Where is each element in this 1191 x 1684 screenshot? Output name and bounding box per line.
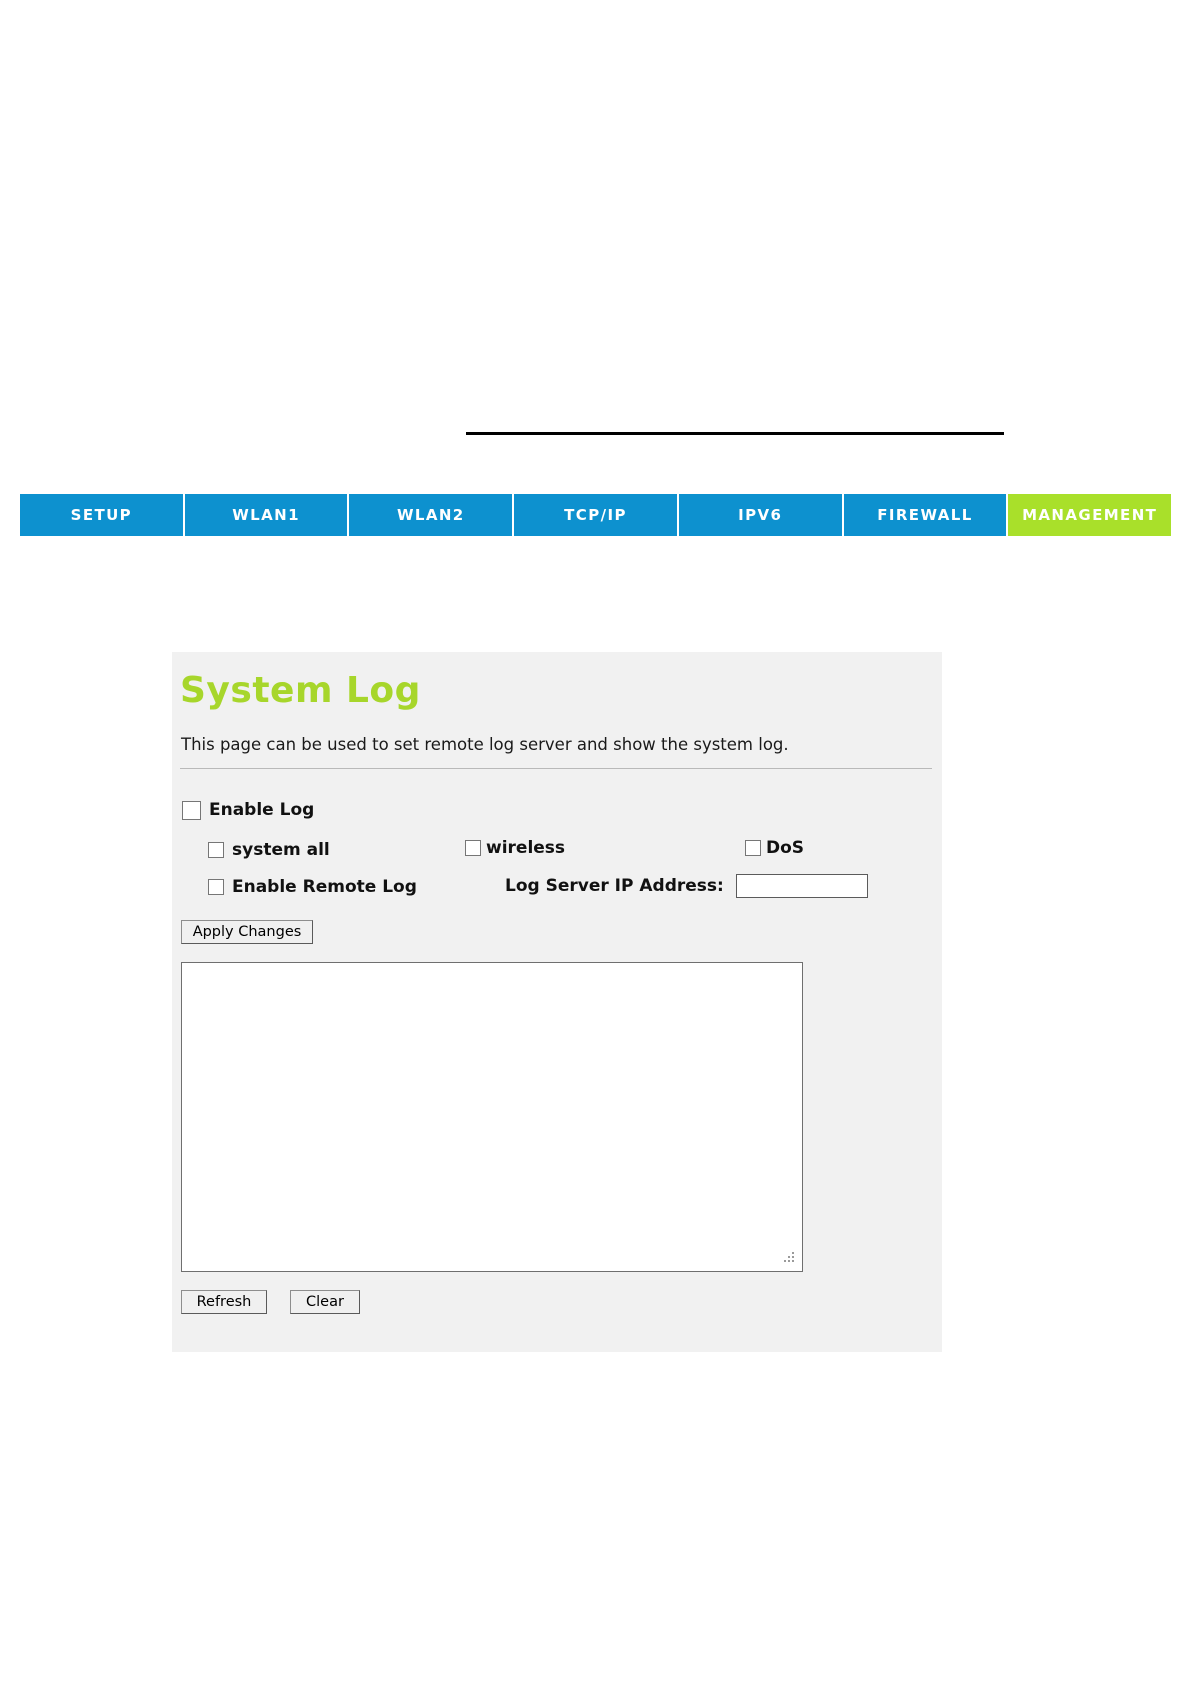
nav-item-wlan2[interactable]: WLAN2	[349, 494, 514, 536]
log-server-ip-group	[505, 874, 868, 898]
wireless-checkbox[interactable]	[465, 840, 481, 856]
header-rule	[466, 432, 1004, 435]
enable-remote-log-label: Enable Remote Log	[232, 877, 417, 897]
system-all-checkbox[interactable]	[208, 842, 224, 858]
page-description: This page can be used to set remote log server and show the system log.	[181, 735, 789, 754]
system-log-panel	[172, 652, 942, 1352]
refresh-button[interactable]: Refresh	[181, 1290, 267, 1314]
apply-changes-button[interactable]: Apply Changes	[181, 920, 313, 944]
remote-log-row	[180, 874, 932, 904]
wireless-label: wireless	[486, 838, 566, 858]
enable-remote-log-checkbox[interactable]	[208, 879, 224, 895]
nav-item-tcpip[interactable]: TCP/IP	[514, 494, 679, 536]
nav-item-wlan1[interactable]: WLAN1	[185, 494, 350, 536]
nav-item-management[interactable]: MANAGEMENT	[1008, 494, 1171, 536]
page-title: System Log	[180, 670, 421, 711]
nav-item-ipv6[interactable]: IPV6	[679, 494, 844, 536]
log-server-ip-label: Log Server IP Address:	[505, 876, 724, 896]
wireless-option	[465, 838, 565, 858]
nav-item-setup[interactable]: SETUP	[20, 494, 185, 536]
enable-remote-log-option	[208, 877, 417, 897]
system-all-label: system all	[232, 840, 330, 860]
system-all-option	[208, 840, 330, 860]
enable-log-label: Enable Log	[209, 800, 315, 820]
log-server-ip-input[interactable]	[736, 874, 868, 898]
dos-option	[745, 838, 804, 858]
nav-item-firewall[interactable]: FIREWALL	[844, 494, 1009, 536]
section-divider	[180, 768, 932, 769]
dos-label: DoS	[766, 838, 805, 858]
log-options-row	[180, 838, 932, 864]
clear-button[interactable]: Clear	[290, 1290, 360, 1314]
dos-checkbox[interactable]	[745, 840, 761, 856]
enable-log-row	[182, 800, 314, 820]
enable-log-checkbox[interactable]	[182, 801, 201, 820]
system-log-textarea[interactable]	[181, 962, 803, 1272]
main-navigation	[20, 494, 1171, 536]
